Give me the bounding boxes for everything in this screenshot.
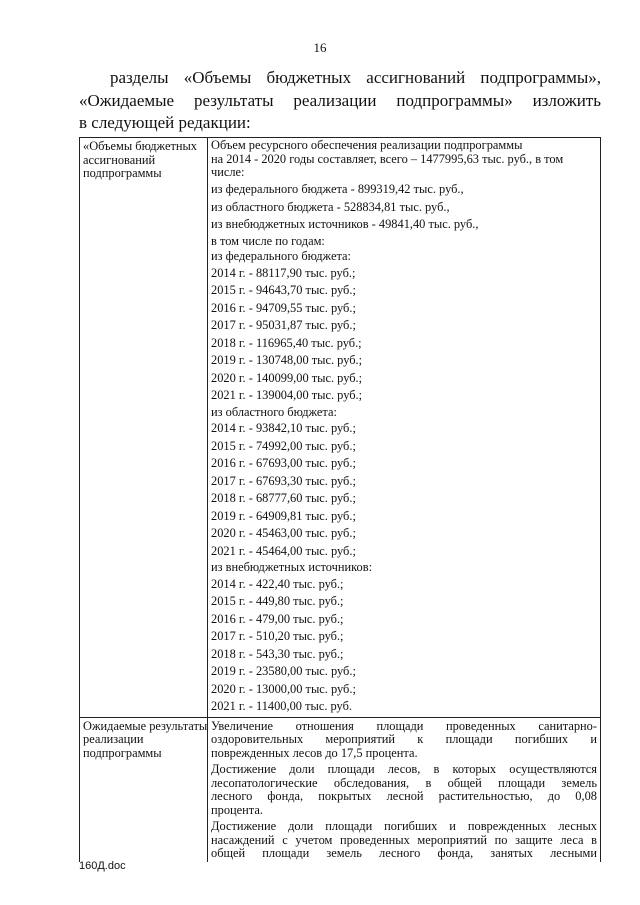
intro-line-2: «Ожидаемые результаты реализации подпрограммы» изложить <box>79 91 601 110</box>
label-line: подпрограммы <box>83 745 162 760</box>
budget-line: 2018 г. - 116965,40 тыс. руб.; <box>211 335 362 350</box>
budget-line: 2021 г. - 45464,00 тыс. руб.; <box>211 543 356 558</box>
label-cell-results <box>80 717 208 862</box>
budget-line: из областного бюджета - 528834,81 тыс. руб., <box>211 199 450 214</box>
result-line: Увеличение отношения площади проведенных санитарно- <box>211 719 597 733</box>
intro-line-3: в следующей редакции: <box>79 113 251 132</box>
budget-line: в том числе по годам: <box>211 233 325 248</box>
result-line: оздоровительных мероприятий к площади погибших и <box>211 733 597 746</box>
label-cell-budget <box>80 138 208 718</box>
label-line: ассигнований <box>83 152 156 167</box>
budget-line: 2016 г. - 94709,55 тыс. руб.; <box>211 300 356 315</box>
document-filename: 160Д.doc <box>79 860 126 872</box>
budget-line: 2017 г. - 510,20 тыс. руб.; <box>211 629 344 643</box>
result-paragraph-2 <box>211 763 597 817</box>
result-paragraph-3 <box>211 820 597 861</box>
result-line: лесопатологические обследования, в общей площади земель <box>211 776 597 790</box>
budget-line: из федерального бюджета - 899319,42 тыс. руб., <box>211 182 464 196</box>
budget-line: 2014 г. - 88117,90 тыс. руб.; <box>211 265 356 280</box>
budget-line: из федерального бюджета: <box>211 249 351 263</box>
budget-content-cell <box>208 138 601 718</box>
budget-line: 2016 г. - 67693,00 тыс. руб.; <box>211 456 356 470</box>
budget-line: 2021 г. - 139004,00 тыс. руб.; <box>211 388 363 402</box>
budget-line: Объем ресурсного обеспечения реализации подпрограммы <box>211 138 523 152</box>
passport-table <box>79 137 601 862</box>
label-line: реализации <box>83 732 144 746</box>
intro-line-1: разделы «Объемы бюджетных ассигнований подпрограммы», <box>110 68 601 87</box>
budget-line: 2014 г. - 422,40 тыс. руб.; <box>211 576 344 591</box>
budget-line: 2020 г. - 45463,00 тыс. руб.; <box>211 526 356 540</box>
result-line: поврежденных лесов до 17,5 процента. <box>211 746 418 760</box>
budget-line: числе: <box>211 165 245 179</box>
budget-line: 2018 г. - 68777,60 тыс. руб.; <box>211 491 356 505</box>
table-row-budget <box>80 138 601 718</box>
budget-line: из внебюджетных источников - 49841,40 тыс. руб., <box>211 217 479 231</box>
budget-line: 2021 г. - 11400,00 тыс. руб. <box>211 699 352 713</box>
label-line: подпрограммы <box>83 166 162 180</box>
result-paragraph-1 <box>211 720 597 761</box>
result-line: общей площади земель лесного фонда, занятых лесными <box>211 847 597 860</box>
budget-line: 2017 г. - 95031,87 тыс. руб.; <box>211 318 356 332</box>
budget-line: из внебюджетных источников: <box>211 560 373 574</box>
budget-line: 2015 г. - 74992,00 тыс. руб.; <box>211 438 356 453</box>
budget-line: из областного бюджета: <box>211 404 337 419</box>
result-line: Достижение доли площади погибших и поврежденных лесных <box>211 820 597 833</box>
budget-line: 2019 г. - 130748,00 тыс. руб.; <box>211 353 363 367</box>
budget-line: 2015 г. - 449,80 тыс. руб.; <box>211 594 344 608</box>
label-line: Ожидаемые результаты <box>83 718 208 733</box>
budget-line: 2019 г. - 64909,81 тыс. руб.; <box>211 508 356 523</box>
budget-line: 2014 г. - 93842,10 тыс. руб.; <box>211 421 356 435</box>
result-line: насаждений с учетом проведенных мероприятий по защите леса в <box>211 833 597 847</box>
result-line: процента. <box>211 803 263 817</box>
budget-line: 2020 г. - 140099,00 тыс. руб.; <box>211 370 363 385</box>
label-line: «Объемы бюджетных <box>83 139 198 153</box>
result-line: лесного фонда, покрытых лесной растительностью, до 0,08 <box>211 790 597 803</box>
budget-line: 2017 г. - 67693,30 тыс. руб.; <box>211 473 356 488</box>
budget-line: 2016 г. - 479,00 тыс. руб.; <box>211 611 344 626</box>
budget-line: 2015 г. - 94643,70 тыс. руб.; <box>211 283 356 297</box>
results-content-cell <box>208 717 601 862</box>
result-line: Достижение доли площади лесов, в которых осуществляются <box>211 763 597 776</box>
table-row-results <box>80 717 601 862</box>
budget-line: на 2014 - 2020 годы составляет, всего – 1477995,63 тыс. руб., в том <box>211 151 564 166</box>
budget-line: 2019 г. - 23580,00 тыс. руб.; <box>211 664 356 678</box>
page-number: 16 <box>313 40 327 55</box>
budget-line: 2020 г. - 13000,00 тыс. руб.; <box>211 681 356 696</box>
budget-line: 2018 г. - 543,30 тыс. руб.; <box>211 646 344 661</box>
